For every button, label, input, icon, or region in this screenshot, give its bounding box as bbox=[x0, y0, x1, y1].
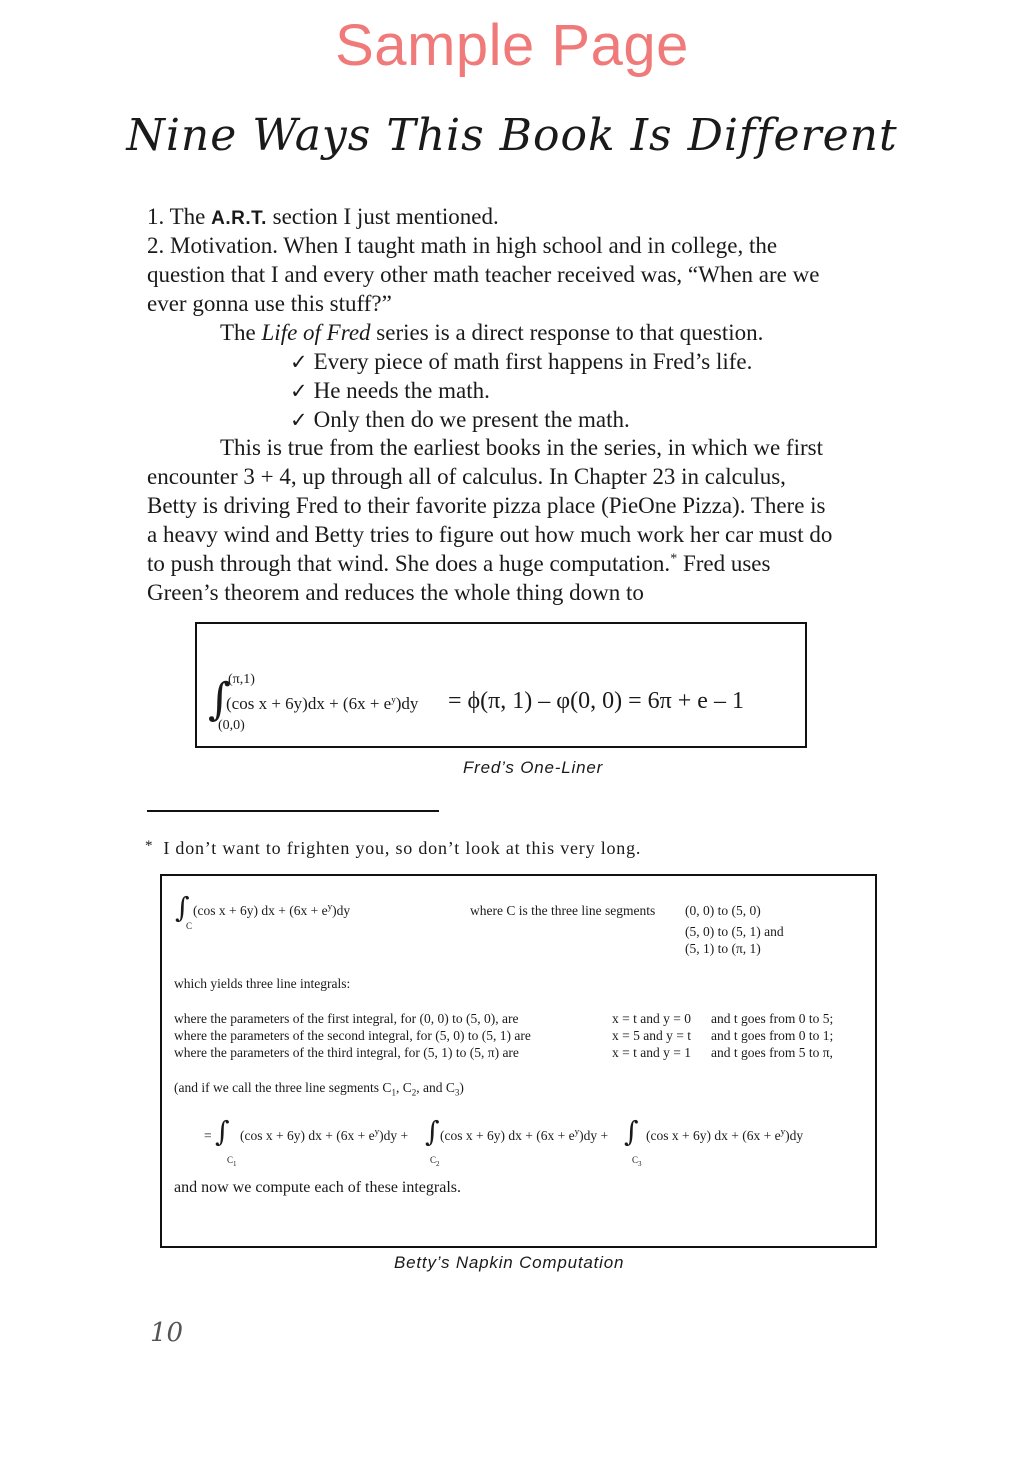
check-item-3 bbox=[290, 405, 630, 435]
series-prefix: The bbox=[220, 320, 262, 345]
sum-term-1 bbox=[240, 1128, 408, 1144]
one-liner-integrand bbox=[226, 694, 418, 714]
call-text: , C bbox=[395, 1080, 412, 1095]
footnote-rule bbox=[147, 810, 439, 812]
integral-subscript: $C_2$ bbox=[430, 1155, 440, 1168]
segment-2: (5, 0) to (5, 1) and bbox=[685, 924, 784, 939]
integral-sign: ∫ bbox=[215, 1115, 230, 1148]
exponent: y bbox=[391, 694, 396, 705]
integral-sign: ∫ bbox=[208, 674, 231, 725]
check-text: Every piece of math first happens in Fred’s life. bbox=[313, 349, 753, 374]
footnote-mark: * bbox=[145, 838, 154, 854]
page-number: 10 bbox=[150, 1318, 184, 1348]
check-text: Only then do we present the math. bbox=[313, 407, 630, 432]
line-5-suffix: Fred uses bbox=[677, 551, 771, 576]
where-c-label: where C is the three line segments bbox=[470, 903, 656, 918]
call-text: ) bbox=[459, 1080, 464, 1095]
param-range-1: and t goes from 0 to 5; bbox=[711, 1011, 834, 1026]
param-line-2: where the parameters of the second integral, for (5, 0) to (5, 1) are bbox=[174, 1028, 531, 1043]
param-eq-2: x = 5 and y = t bbox=[612, 1028, 691, 1043]
check-item-1 bbox=[290, 347, 752, 377]
paragraph-3-line-5 bbox=[147, 549, 770, 578]
paragraph-3-line-6: Green’s theorem and reduces the whole thing down to bbox=[147, 580, 644, 605]
integrand-part: (cos x + 6y)dx + (6x + e bbox=[226, 694, 392, 713]
equals-sign: = bbox=[204, 1128, 212, 1143]
integrand-part: )dy + bbox=[579, 1128, 609, 1143]
subscript: 2 bbox=[411, 1087, 417, 1098]
integral-subscript: C bbox=[186, 921, 193, 931]
item-1 bbox=[147, 202, 499, 233]
napkin-integral bbox=[193, 903, 350, 919]
footnote-text: I don’t want to frighten you, so don’t look at this very long. bbox=[163, 838, 642, 858]
integral-sign: ∫ bbox=[425, 1115, 440, 1148]
param-line-1: where the parameters of the first integral, for (0, 0) to (5, 0), are bbox=[174, 1011, 519, 1026]
integrand-part: )dy bbox=[785, 1128, 804, 1143]
series-line bbox=[220, 318, 763, 347]
chapter-title: Nine Ways This Book Is Different bbox=[126, 110, 898, 161]
segment-1: (0, 0) to (5, 0) bbox=[685, 903, 761, 918]
segments-naming-line bbox=[174, 1080, 464, 1096]
integrand-part: )dy + bbox=[379, 1128, 409, 1143]
sample-page-watermark: Sample Page bbox=[335, 13, 689, 78]
param-eq-1: x = t and y = 0 bbox=[612, 1011, 691, 1026]
call-text: (and if we call the three line segments C bbox=[174, 1080, 392, 1095]
check-text: He needs the math. bbox=[313, 378, 490, 403]
integrand-part: (cos x + 6y) dx + (6x + e bbox=[193, 903, 328, 918]
subscript: 1 bbox=[391, 1087, 396, 1098]
yields-line: which yields three line integrals: bbox=[174, 976, 351, 991]
subscript: 3 bbox=[454, 1087, 460, 1098]
integrand-part: (cos x + 6y) dx + (6x + e bbox=[240, 1128, 375, 1143]
sum-term-2 bbox=[440, 1128, 608, 1144]
one-liner-caption: Fred’s One-Liner bbox=[463, 758, 604, 777]
integral-sign: ∫ bbox=[175, 891, 190, 924]
paragraph-3-line-3: Betty is driving Fred to their favorite pizza place (PieOne Pizza). There is bbox=[147, 493, 826, 518]
item-1-prefix: 1. The bbox=[147, 204, 212, 229]
checkmark-icon: ✓ bbox=[290, 350, 308, 374]
param-range-3: and t goes from 5 to π, bbox=[711, 1045, 833, 1060]
paragraph-3-line-4: a heavy wind and Betty tries to figure out how much work her car must do bbox=[147, 522, 833, 547]
item-1-suffix: section I just mentioned. bbox=[266, 204, 499, 229]
exponent: y bbox=[780, 1126, 786, 1137]
exponent: y bbox=[327, 901, 333, 912]
series-suffix: series is a direct response to that question. bbox=[370, 320, 764, 345]
integral-subscript: $C_1$ bbox=[227, 1155, 237, 1168]
lower-limit: (0,0) bbox=[218, 718, 245, 733]
exponent: y bbox=[374, 1126, 380, 1137]
napkin-caption: Betty’s Napkin Computation bbox=[394, 1253, 625, 1272]
item-2-line-2: question that I and every other math teacher received was, “When are we bbox=[147, 262, 820, 287]
integral-sign: ∫ bbox=[624, 1115, 639, 1148]
param-range-2: and t goes from 0 to 1; bbox=[711, 1028, 834, 1043]
checkmark-icon: ✓ bbox=[290, 379, 308, 403]
check-item-2 bbox=[290, 376, 490, 406]
sum-term-3 bbox=[646, 1128, 803, 1144]
integrand-part: )dy bbox=[332, 903, 351, 918]
one-liner-result: = ϕ(π, 1) – φ(0, 0) = 6π + e – 1 bbox=[448, 688, 744, 714]
param-eq-3: x = t and y = 1 bbox=[612, 1045, 691, 1060]
one-liner-box bbox=[195, 622, 807, 748]
item-2-line-1: 2. Motivation. When I taught math in high school and in college, the bbox=[147, 233, 778, 258]
segment-3: (5, 1) to (π, 1) bbox=[685, 941, 761, 956]
checkmark-icon: ✓ bbox=[290, 408, 308, 432]
integrand-part: )dy bbox=[395, 694, 419, 713]
param-line-3: where the parameters of the third integral, for (5, 1) to (5, π) are bbox=[174, 1045, 519, 1060]
integral-subscript: $C_3$ bbox=[632, 1155, 642, 1168]
upper-limit: (π,1) bbox=[228, 672, 255, 687]
paragraph-3-line-2: encounter 3 + 4, up through all of calculus. In Chapter 23 in calculus, bbox=[147, 464, 786, 489]
line-5-prefix: to push through that wind. She does a huge computation. bbox=[147, 551, 671, 576]
art-label: A.R.T. bbox=[211, 208, 267, 229]
paragraph-3-line-1: This is true from the earliest books in the series, in which we first bbox=[220, 435, 823, 460]
footnote bbox=[145, 838, 641, 859]
integrand-part: (cos x + 6y) dx + (6x + e bbox=[440, 1128, 575, 1143]
item-2-line-3: ever gonna use this stuff?” bbox=[147, 291, 392, 316]
exponent: y bbox=[574, 1126, 580, 1137]
series-title: Life of Fred bbox=[261, 320, 371, 345]
compute-line: and now we compute each of these integrals. bbox=[174, 1179, 462, 1196]
call-text: , and C bbox=[416, 1080, 455, 1095]
footnote-mark: * bbox=[670, 551, 678, 567]
integrand-part: (cos x + 6y) dx + (6x + e bbox=[646, 1128, 781, 1143]
